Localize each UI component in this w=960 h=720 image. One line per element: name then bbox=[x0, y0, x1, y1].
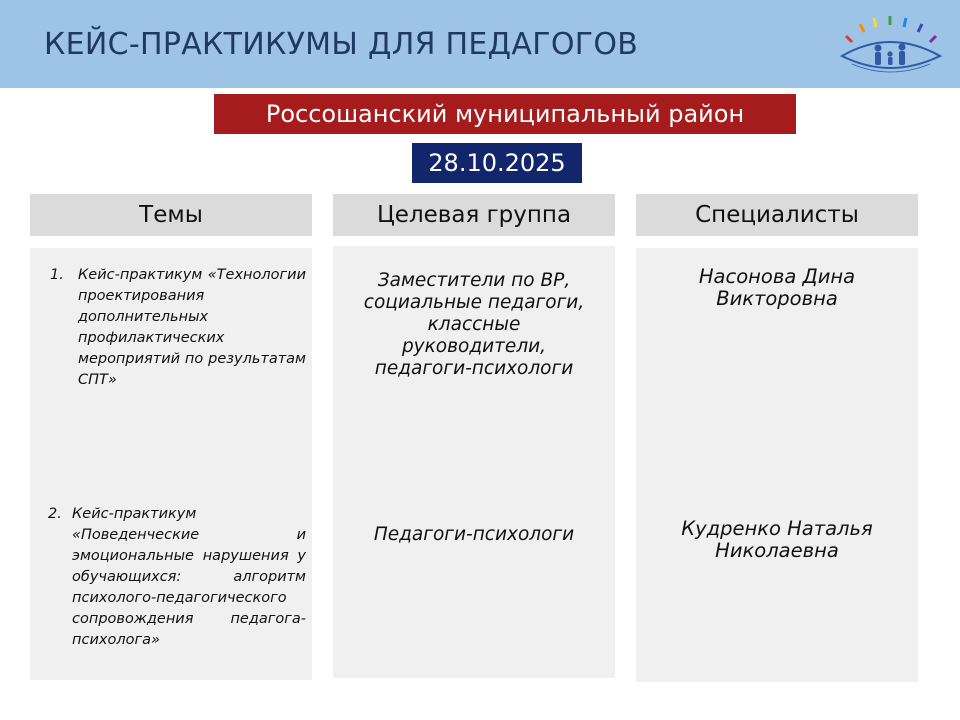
district-banner: Россошанский муниципальный район bbox=[214, 94, 796, 134]
topic-text: Кейс-практикум «Технологии проектирования дополнительных профилактических мероприятий по результатам СПТ» bbox=[78, 267, 306, 388]
date-badge: 28.10.2025 bbox=[412, 143, 582, 183]
header-bar bbox=[0, 0, 960, 88]
specialists-column-header: Специалисты bbox=[636, 194, 918, 236]
target-group-item: Педагоги-психологи bbox=[373, 524, 575, 545]
topic-number: 2. bbox=[48, 506, 62, 522]
topics-column-body bbox=[30, 248, 312, 680]
page-title: КЕЙС-ПРАКТИКУМЫ ДЛЯ ПЕДАГОГОВ bbox=[44, 27, 639, 62]
topics-column-header: Темы bbox=[30, 194, 312, 236]
family-eye-logo-icon bbox=[838, 14, 944, 82]
specialists-column-body bbox=[636, 248, 918, 682]
target-group-column-header: Целевая группа bbox=[333, 194, 615, 236]
specialist-name: Кудренко Наталья Николаевна bbox=[681, 517, 873, 562]
specialist-name: Насонова Дина Викторовна bbox=[698, 265, 856, 310]
topic-text: Кейс-практикум «Поведенческие и эмоциональные нарушения у обучающихся: алгоритм психолого-педагогического сопровождения педагога-психолога» bbox=[72, 506, 306, 648]
target-group-column-body bbox=[333, 246, 615, 678]
target-group-item: Заместители по ВР, социальные педагоги, классные руководители, педагоги-психологи bbox=[363, 270, 585, 379]
topic-number: 1. bbox=[50, 267, 64, 283]
